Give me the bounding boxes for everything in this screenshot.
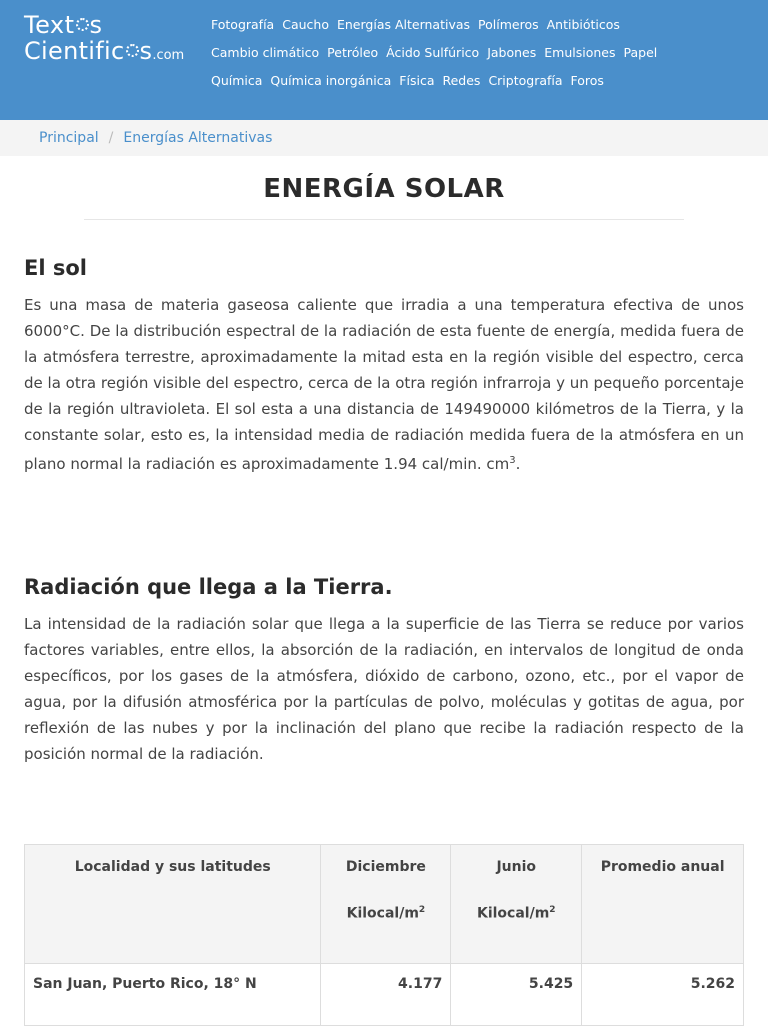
nav-link-acido-sulfurico[interactable]: Ácido Sulfúrico: [386, 44, 480, 60]
table-cell-location: San Juan, Puerto Rico, 18° N: [25, 964, 321, 1026]
section-heading-el-sol: El sol: [24, 256, 87, 280]
site-logo[interactable]: [24, 12, 184, 69]
page-title: ENERGÍA SOLAR: [263, 174, 505, 204]
nav-link-polimeros[interactable]: Polímeros: [478, 16, 539, 32]
main-nav: [211, 10, 761, 94]
breadcrumb: [0, 120, 768, 156]
nav-link-energias-alternativas[interactable]: Energías Alternativas: [336, 16, 471, 32]
title-divider: [84, 219, 684, 220]
nav-link-foros[interactable]: Foros: [570, 72, 604, 88]
table-header-december: Diciembre Kilocal/$m^2$: [321, 845, 451, 964]
nav-link-caucho[interactable]: Caucho: [282, 16, 329, 32]
logo-line-2: Cientific s.com: [24, 37, 185, 65]
gear-icon: [126, 44, 139, 57]
gear-icon: [76, 18, 89, 31]
nav-link-cambio-climatico[interactable]: Cambio climático: [211, 44, 320, 60]
table-header-june: Junio Kilocal/$m^2$: [451, 845, 582, 964]
table-cell-annual: 5.262: [582, 964, 744, 1026]
nav-row-2: [211, 38, 761, 66]
nav-link-quimica[interactable]: Química: [211, 72, 263, 88]
nav-link-quimica-inorganica[interactable]: Química inorgánica: [270, 72, 392, 88]
nav-link-antibioticos[interactable]: Antibióticos: [546, 16, 620, 32]
section-text-el-sol: Es una masa de materia gaseosa caliente que irradia a una temperatura efectiva de unos 6000°C. De la distribución espectral de la radiación de esta fuente de energía, medida fuera de la atmósfera terrestre, aproximadamente la mitad esta en la región visible del espectro, cerca de la otra región visible del espectro, cerca de la otra región infrarroja y un pequeño porcentaje de la región ultravioleta. El sol esta a una distancia de 149490000 kilómetros de la Tierra, y la constante solar, esto es, la intensidad media de radiación medida fuera de la atmósfera en un plano normal la radiación es aproximadamente 1.94 cal/min. $cm^3$.: [24, 296, 744, 473]
nav-link-emulsiones[interactable]: Emulsiones: [544, 44, 616, 60]
nav-link-jabones[interactable]: Jabones: [487, 44, 537, 60]
table-row: [25, 964, 744, 1026]
site-header: [0, 0, 768, 120]
table-header-annual: Promedio anual: [582, 845, 744, 964]
table-cell-december: 4.177: [321, 964, 451, 1026]
section-text-radiacion: La intensidad de la radiación solar que llega a la superficie de las Tierra se reduce por varios factores variables, entre ellos, la absorción de la radiación, en intervalos de longitud de onda específicos, por los gases de la atmósfera, dióxido de carbono, ozono, etc., por el vapor de agua, por la difusión atmosférica por la partículas de polvo, moléculas y gotitas de agua, por reflexión de las nubes y por la inclinación del plano que recibe la radiación respecto de la posición normal de la radiación.: [24, 615, 744, 763]
radiation-table: [24, 844, 744, 1026]
table-header-location: Localidad y sus latitudes: [25, 845, 321, 964]
nav-link-fisica[interactable]: Física: [399, 72, 435, 88]
nav-row-3: [211, 66, 761, 94]
nav-link-criptografia[interactable]: Criptografía: [488, 72, 563, 88]
table-cell-june: 5.425: [451, 964, 582, 1026]
table-header-row: [25, 845, 744, 964]
section-heading-radiacion: Radiación que llega a la Tierra.: [24, 575, 393, 599]
nav-link-petroleo[interactable]: Petróleo: [327, 44, 379, 60]
breadcrumb-home[interactable]: Principal: [39, 130, 99, 146]
nav-link-fotografia[interactable]: Fotografía: [211, 16, 275, 32]
nav-link-redes[interactable]: Redes: [442, 72, 481, 88]
breadcrumb-separator: /: [108, 130, 114, 146]
breadcrumb-current[interactable]: Energías Alternativas: [123, 130, 273, 146]
nav-link-papel[interactable]: Papel: [623, 44, 658, 60]
nav-row-1: [211, 10, 761, 38]
logo-line-1: Text s: [24, 11, 103, 39]
